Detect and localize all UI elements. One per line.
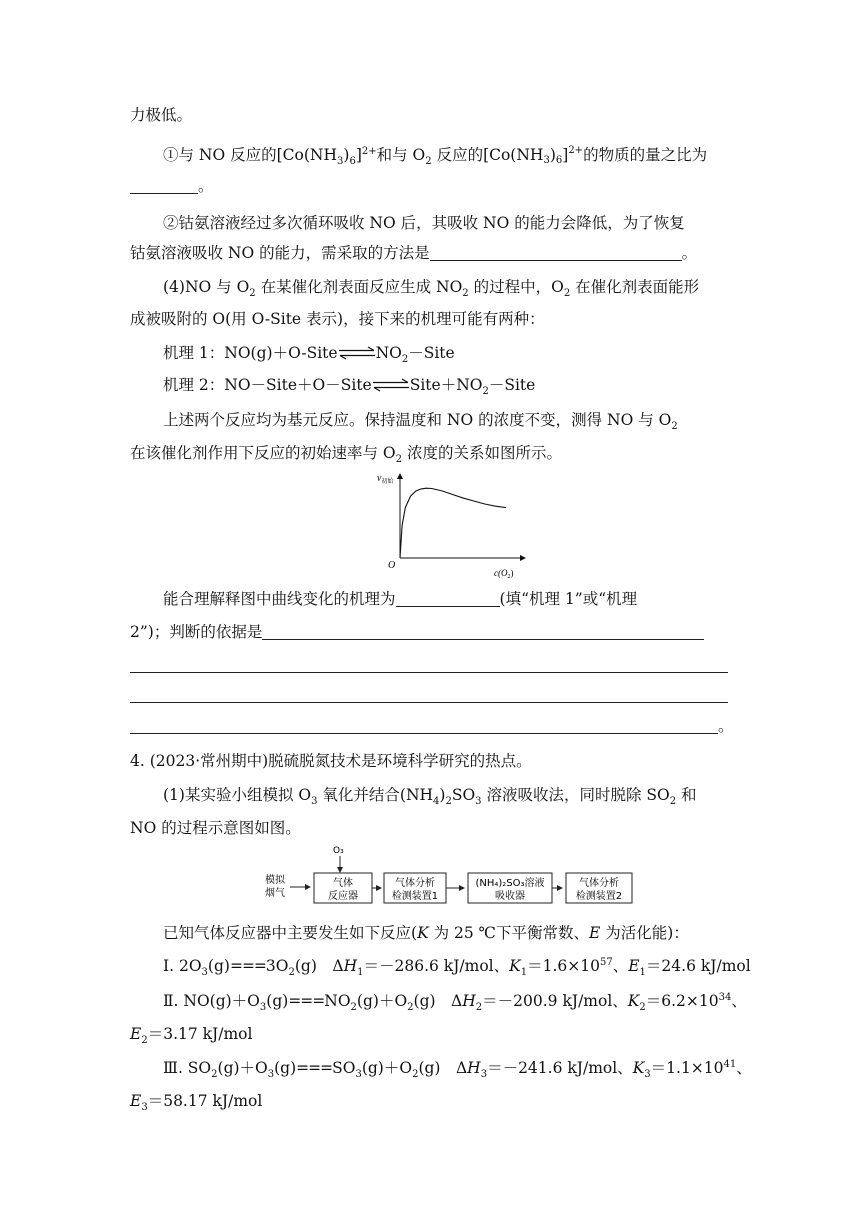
- nh3-sub: 3: [543, 155, 550, 166]
- text-line: ②钴氨溶液经过多次循环吸收 NO 后，其吸收 NO 的能力会降低，为了恢复: [163, 214, 685, 232]
- reaction-1: Ⅰ. $2O_3(g)===3O_2(g)$ $\Delta H_1=-286.6$ kJ/mol、$K_1=1.6\times 10^{57}$、$E_1=24.6$ kJ/mol: [163, 956, 751, 979]
- origin-label: O: [388, 560, 396, 571]
- text-line: 。: [130, 716, 730, 736]
- text-line: 钴氨溶液吸收 NO 的能力，需采取的方法是 。: [130, 244, 698, 262]
- y-axis-label: $v_{初始}$: [377, 473, 394, 485]
- flow-input-label: 模拟: [265, 875, 285, 886]
- text-line: ①与 NO 反应的$[Co(NH_3)_6]^{2+}$和与 $O_2$ 反应的$[Co(NH3)6]^{2+}$的物质的量之比为: [163, 145, 708, 168]
- svg-text:(NH₄)₂SO₃溶液: (NH₄)₂SO₃溶液: [475, 878, 545, 889]
- text-line: 已知气体反应器中主要发生如下反应(K 为 25 ℃下平衡常数、E 为活化能)：: [163, 924, 689, 942]
- text-line: 能合理解释图中曲线变化的机理为 (填“机理 1”或“机理: [163, 590, 638, 608]
- text-line: (1)某实验小组模拟 $O_3$ 氧化并结合$(NH_4)_2SO_3$ 溶液吸收法，同时脱除 $SO_2$ 和: [163, 786, 697, 808]
- text-line: NO 的过程示意图如图。: [130, 819, 301, 837]
- reaction-3: Ⅲ. $SO_2(g)+O_3(g)===SO_3(g)+O_2(g)$ $\Delta H_3=-241.6$ kJ/mol、$K_3=1.1\times 10^{41}$、: [163, 1058, 752, 1081]
- text-line: 在该催化剂作用下反应的初始速率与 $O_2$ 浓度的关系如图所示。: [130, 444, 562, 466]
- equilibrium-arrow-icon: [338, 346, 376, 360]
- text-line: (4)NO 与 $O_2$ 在某催化剂表面反应生成 $NO_2$ 的过程中，$O_2$ 在催化剂表面能形: [163, 278, 700, 300]
- x-axis-label: $c(O_2)$: [494, 568, 514, 580]
- text-line: 成被吸附的 O(用 O-Site 表示)，接下来的机理可能有两种：: [130, 310, 545, 328]
- svg-text:吸收器: 吸收器: [495, 891, 525, 902]
- rate-vs-o2-chart: [360, 468, 530, 580]
- process-flow-diagram: [262, 843, 652, 911]
- svg-text:检测装置1: 检测装置1: [391, 891, 439, 902]
- equilibrium-arrow-icon: [372, 378, 410, 392]
- svg-text:检测装置2: 检测装置2: [575, 891, 623, 902]
- answer-blank[interactable]: [130, 178, 198, 194]
- mechanism-2: 机理 2：NO－Site＋O－Site $Site+NO_2-Site$: [163, 376, 536, 398]
- text-line: 2”)；判断的依据是: [130, 622, 730, 642]
- answer-blank[interactable]: [430, 245, 682, 261]
- question-4-title: 4. (2023·常州期中)脱硫脱氮技术是环境科学研究的热点。: [130, 752, 532, 770]
- o3-label: O₃: [333, 846, 344, 856]
- rate-curve: [400, 488, 506, 558]
- flow-input-label: 烟气: [265, 888, 285, 899]
- answer-line[interactable]: [130, 702, 728, 703]
- reaction-2: Ⅱ. $NO(g)+O_3(g)===NO_2(g)+O_2(g)$ $\Delta H_2=-200.9$ kJ/mol、$K_2=6.2\times 10^{34}$、: [163, 991, 747, 1014]
- text-line: $E_3=58.17$ kJ/mol: [130, 1092, 263, 1114]
- chart-svg: [360, 468, 530, 580]
- answer-line[interactable]: [130, 672, 728, 673]
- svg-text:气体分析: 气体分析: [395, 878, 435, 889]
- answer-blank[interactable]: [262, 624, 704, 640]
- mechanism-1: 机理 1：NO(g)＋O-Site $NO_2-Site$: [163, 344, 455, 366]
- text-line: 力极低。: [130, 106, 193, 124]
- answer-blank[interactable]: [130, 718, 718, 734]
- text-line: 上述两个反应均为基元反应。保持温度和 NO 的浓度不变，测得 NO 与 $O_2$: [163, 411, 678, 433]
- text-line: $E_2=3.17$ kJ/mol: [130, 1025, 253, 1047]
- svg-text:气体分析: 气体分析: [579, 878, 619, 889]
- text-line: 。: [130, 176, 730, 196]
- svg-text:反应器: 反应器: [328, 891, 358, 902]
- svg-text:气体: 气体: [333, 878, 353, 889]
- answer-blank[interactable]: [396, 591, 500, 607]
